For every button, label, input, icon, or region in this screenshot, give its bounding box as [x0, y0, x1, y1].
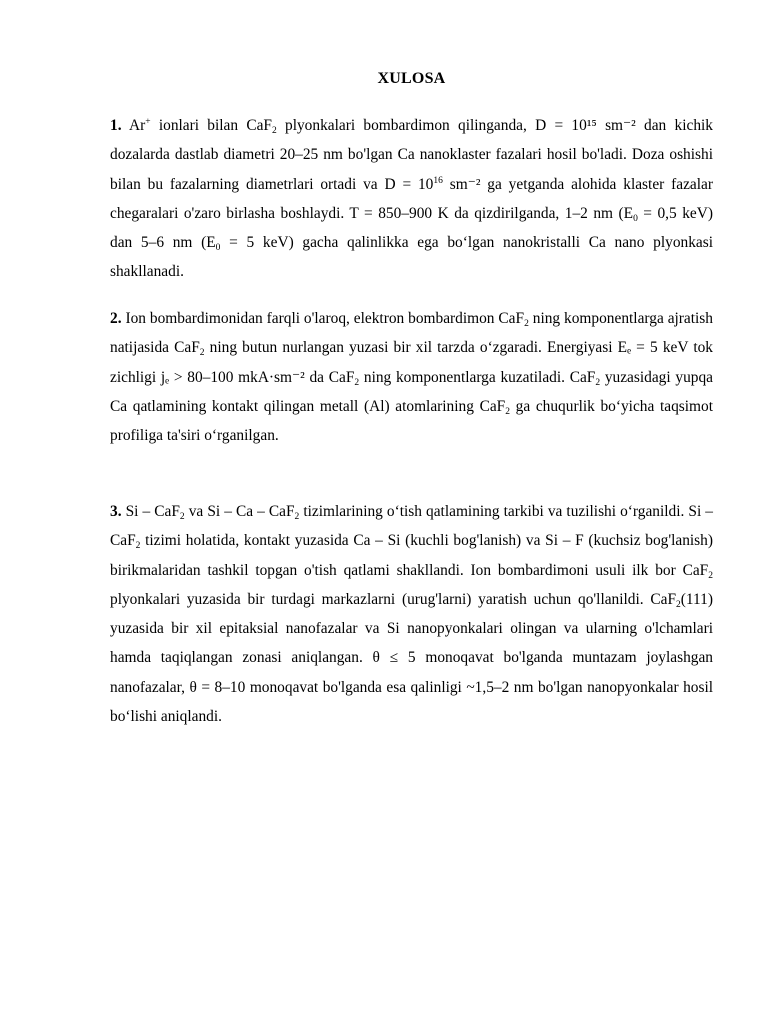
- subscript: 0: [215, 243, 221, 254]
- superscript: +: [145, 117, 151, 127]
- subscript: 2: [354, 377, 360, 388]
- conclusion-paragraph-3: [110, 497, 713, 731]
- superscript: 16: [433, 175, 443, 186]
- subscript: 2: [505, 406, 510, 417]
- document-title: XULOSA: [377, 70, 446, 87]
- paragraph-body: Ar+ ionlari bilan CaF$_2$ plyonkalari bombardimon qilinganda, D = 10¹⁵ sm⁻² dan kichik dozalarda dastlab diametri 20–25 nm bo'lgan Ca nanoklaster fazalari hosil bo'ladi. Doza oshishi bilan bu fazalarning diametrlari ortadi va $D = 10^{16}$ sm⁻² ga yetganda alohida klaster fazalar chegaralari o'zaro birlasha boshlaydi. T = 850–900 K da qizdirilganda, 1–2 nm ($E_0 = 0,5$ keV) dan 5–6 nm ($E_0 = 5$ keV) gacha qalinlikka ega boʻlgan nanokristalli Ca nano plyonkasi shakllanadi.: [110, 117, 714, 281]
- conclusion-paragraph-1: [110, 111, 713, 287]
- subscript: 0: [633, 213, 638, 224]
- subscript: 2: [272, 126, 277, 136]
- paragraph-body: Ion bombardimonidan farqli o'laroq, elektron bombardimon CaF$_2$ ning komponentlarga ajratish natijasida CaF$_2$ ning butun nurlangan yuzasi bir xil tarzda oʻzgaradi. Energiyasi Eₑ = 5 keV tok zichligi jₑ > 80–100 mkA·sm⁻² da CaF$_2$ ning komponentlarga kuzatiladi. CaF$_2$ yuzasidagi yupqa Ca qatlamining kontakt qilingan metall (Al) atomlarining CaF$_2$ ga chuqurlik boʻyicha taqsimot profiliga ta'siri oʻrganilgan.: [110, 310, 713, 445]
- subscript: 2: [199, 348, 205, 359]
- conclusion-paragraph-2: [110, 304, 713, 450]
- paragraph-number: 1.: [110, 117, 122, 134]
- subscript: 2: [595, 377, 601, 388]
- subscript: 2: [179, 512, 185, 522]
- subscript: 2: [676, 599, 681, 610]
- paragraph-number: 3.: [110, 503, 122, 520]
- subscript: 2: [294, 512, 300, 522]
- paragraph-number: 2.: [110, 310, 122, 327]
- subscript: 2: [708, 570, 713, 581]
- subscript: 2: [135, 541, 141, 552]
- paragraph-body: Si – CaF$_2$ va Si – Ca – CaF$_2$ tizimlarining oʻtish qatlamining tarkibi va tuzilishi oʻrganildi. Si – CaF$_2$ tizimi holatida, kontakt yuzasida Ca – Si (kuchli bog'lanish) va Si – F (kuchsiz bog'lanish) birikmalaridan tashkil topgan o'tish qatlami shakllandi. Ion bombardimoni usuli ilk bor CaF$_2$ plyonkalari yuzasida bir turdagi markazlarni (urug'larni) yaratish uchun qo'llanildi. CaF$_2$(111) yuzasida bir xil epitaksial nanofazalar va Si nanopyonkalari olingan va ularning o'lchamlari hamda taqiqlangan zonasi aniqlangan. θ ≤ 5 monoqavat bo'lganda muntazam joylashgan nanofazalar, θ = 8–10 monoqavat bo'lganda esa qalinligi ~1,5–2 nm bo'lgan nanopyonkalar hosil boʻlishi aniqlandi.: [110, 503, 714, 726]
- subscript: 2: [524, 319, 529, 329]
